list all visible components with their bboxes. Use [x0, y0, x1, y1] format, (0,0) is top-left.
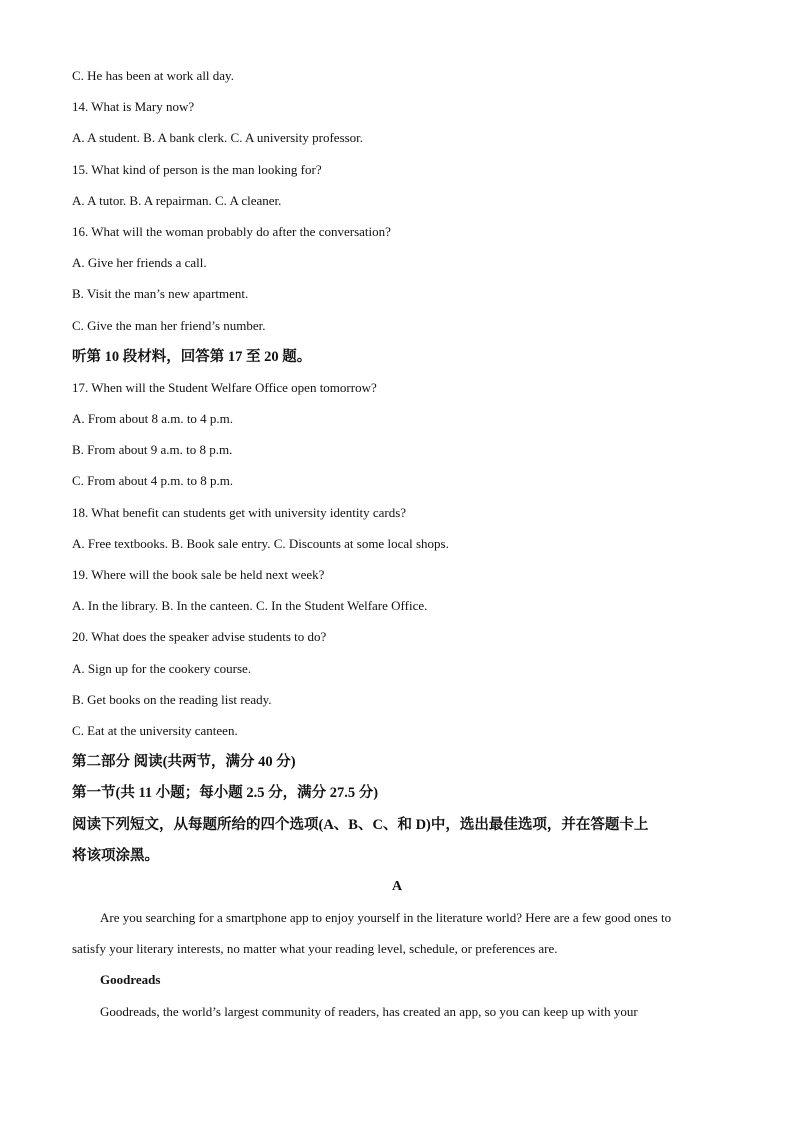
question-15: 15. What kind of person is the man looking for? [72, 161, 322, 177]
answer-option-13c: C. He has been at work all day. [72, 68, 234, 83]
options-14: A. A student. B. A bank clerk. C. A university professor. [72, 130, 364, 146]
app-heading-goodreads: Goodreads [100, 972, 161, 988]
option-20b: B. Get books on the reading list ready. [72, 691, 272, 707]
passage-label: A [391, 878, 403, 894]
options-15: A. A tutor. B. A repairman. C. A cleaner. [72, 192, 282, 208]
passage-intro-line-1: Are you searching for a smartphone app to enjoy yourself in the literature world? Here are a few good ones to [100, 910, 672, 926]
question-14: 14. What is Mary now? [72, 99, 195, 115]
goodreads-description: Goodreads, the world’s largest community of readers, has created an app, so you can keep up with your [100, 1003, 638, 1019]
option-17c: C. From about 4 p.m. to 8 p.m. [72, 473, 234, 489]
option-20a: A. Sign up for the cookery course. [72, 660, 252, 676]
option-16c: C. Give the man her friend’s number. [72, 317, 266, 333]
options-19: A. In the library. B. In the canteen. C. In the Student Welfare Office. [72, 598, 428, 614]
reading-instruction-line-2: 将该项涂黑。 [72, 847, 159, 864]
option-17a: A. From about 8 a.m. to 4 p.m. [72, 411, 234, 427]
question-19: 19. Where will the book sale be held next week? [72, 567, 325, 582]
option-17b: B. From about 9 a.m. to 8 p.m. [72, 442, 233, 458]
option-16b: B. Visit the man’s new apartment. [72, 286, 249, 302]
option-16a: A. Give her friends a call. [72, 255, 207, 271]
passage-intro-line-2: satisfy your literary interests, no matter what your reading level, schedule, or preferences are. [72, 941, 558, 957]
part-two-heading: 第二部分 阅读(共两节，满分 40 分) [72, 754, 296, 771]
options-18: A. Free textbooks. B. Book sale entry. C. Discounts at some local shops. [72, 535, 449, 551]
section-one-heading: 第一节(共 11 小题；每小题 2.5 分，满分 27.5 分) [72, 785, 379, 802]
reading-instruction-line-1: 阅读下列短文，从每题所给的四个选项(A、B、C、和 D)中，选出最佳选项，并在答题卡上 [72, 816, 649, 833]
question-17: 17. When will the Student Welfare Office open tomorrow? [72, 379, 377, 395]
question-18: 18. What benefit can students get with university identity cards? [72, 504, 407, 520]
question-20: 20. What does the speaker advise students to do? [72, 629, 327, 645]
section-instruction-10: 听第 10 段材料，回答第 17 至 20 题。 [72, 348, 312, 365]
question-16: 16. What will the woman probably do after the conversation? [72, 223, 391, 239]
option-20c: C. Eat at the university canteen. [72, 722, 238, 738]
